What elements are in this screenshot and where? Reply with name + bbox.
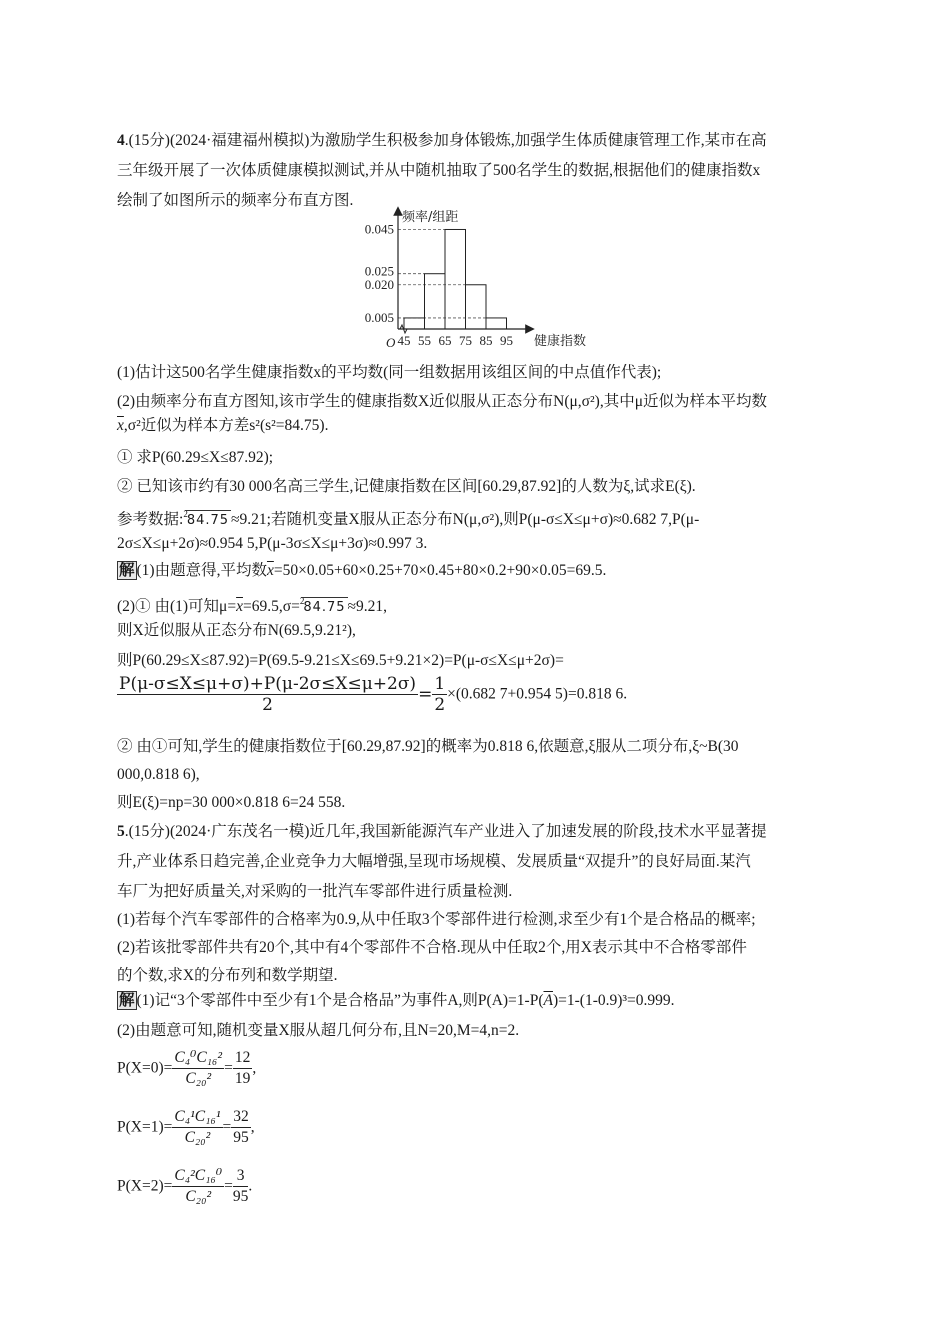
abar-symbol: $\overline{A}$ bbox=[543, 992, 553, 1009]
histogram-bar bbox=[445, 229, 466, 329]
q4-line-1 bbox=[117, 131, 767, 151]
q5-part1: (1)若每个汽车零部件的合格率为0.9,从中任取3个零部件进行检测,求至少有1个是合格品的概率; bbox=[117, 911, 756, 928]
big-fraction-den: 2 bbox=[262, 695, 273, 715]
y-tick-label: 0.045 bbox=[364, 221, 394, 237]
px-result-den: 95 bbox=[232, 1188, 249, 1205]
q4-part2-a: (2)由频率分布直方图知,该市学生的健康指数X近似服从正态分布N(μ,σ²),其中μ近似为样本平均数 bbox=[117, 393, 768, 410]
q4-solution-1 bbox=[117, 561, 606, 581]
q4-sub2: ② 已知该市约有30 000名高三学生,记健康指数在区间[60.29,87.92]的人数为ξ,试求E(ξ). bbox=[117, 478, 696, 495]
q4-solution-8: 则E(ξ)=np=30 000×0.818 6=24 558. bbox=[117, 794, 346, 811]
s2-mid: =69.5,σ= bbox=[242, 598, 300, 615]
q4-solution-7: 000,0.818 6), bbox=[117, 766, 200, 783]
ref-label: 参考数据: bbox=[117, 511, 184, 528]
px-den: C₂₀² bbox=[185, 1070, 212, 1087]
x-tick-label: 55 bbox=[418, 333, 431, 348]
solution-label: 解 bbox=[119, 992, 135, 1009]
root-index: 2 bbox=[299, 596, 305, 606]
x-tick-label: 95 bbox=[500, 333, 513, 348]
x-tick-label: 65 bbox=[438, 333, 452, 348]
px-num: C₄⁰C₁₆² bbox=[172, 1048, 224, 1069]
half-den: 2 bbox=[434, 695, 446, 715]
px-tail: , bbox=[250, 1118, 255, 1136]
q5-part2-b: 的个数,求X的分布列和数学期望. bbox=[117, 967, 338, 984]
q4-part2-b-text: ,σ²近似为样本方差s²(s²=84.75). bbox=[123, 417, 329, 434]
px-result bbox=[233, 1048, 253, 1089]
big-fraction-num: P(μ-σ≤X≤μ+σ)+P(μ-2σ≤X≤μ+2σ) bbox=[119, 674, 417, 694]
px-den: C₂₀² bbox=[184, 1129, 211, 1146]
q4-line-3: 绘制了如图所示的频率分布直方图. bbox=[117, 192, 354, 209]
px-result-den: 19 bbox=[234, 1070, 251, 1087]
s2-root-value: 84.75 bbox=[301, 597, 347, 618]
q4-solution-2 bbox=[117, 591, 387, 618]
q5-line-1 bbox=[117, 822, 767, 842]
origin-label: O bbox=[386, 335, 396, 350]
q5-solution-1 bbox=[117, 991, 675, 1011]
q5-number: 5 bbox=[117, 823, 125, 840]
half-num: 1 bbox=[434, 674, 446, 694]
histogram-bar bbox=[404, 318, 425, 329]
px-result bbox=[231, 1107, 251, 1148]
x-tick-label: 45 bbox=[397, 333, 411, 348]
q4-line-2: 三年级开展了一次体质健康模拟测试,并从中随机抽取了500名学生的数据,根据他们的健康指数x bbox=[117, 162, 761, 179]
equals-sign: = bbox=[418, 684, 433, 705]
q5-part2-a: (2)若该批零部件共有20个,其中有4个零部件不合格.现从中任取2个,用X表示其中不合格零部件 bbox=[117, 939, 747, 956]
x-tick-label: 85 bbox=[479, 333, 493, 348]
px-fraction bbox=[172, 1107, 222, 1148]
xbar-symbol: $\overline{x}$ bbox=[266, 562, 274, 579]
histogram-bar bbox=[486, 318, 507, 329]
q4-ref-1 bbox=[117, 504, 699, 531]
px-den: C₂₀² bbox=[185, 1188, 212, 1205]
equals-sign: = bbox=[224, 1177, 233, 1195]
px-lhs: P(X=1)= bbox=[117, 1118, 173, 1136]
ref-text-b: ≈9.21;若随机变量X服从正态分布N(μ,σ²),则P(μ-σ≤X≤μ+σ)≈0.682 7,P(μ- bbox=[231, 511, 700, 528]
px-fraction bbox=[172, 1166, 224, 1207]
q5-line-3: 车厂为把好质量关,对采购的一批汽车零部件进行质量检测. bbox=[117, 883, 513, 900]
histogram-bar bbox=[425, 274, 446, 329]
x-tick-label: 75 bbox=[459, 333, 472, 348]
q5-solution-2: (2)由题意可知,随机变量X服从超几何分布,且N=20,M=4,n=2. bbox=[117, 1022, 520, 1039]
s5-post: ×(0.682 7+0.954 5)=0.818 6. bbox=[447, 685, 628, 703]
q4-text-1: .(15分)(2024·福建福州模拟)为激励学生积极参加身体锻炼,加强学生体质健康管理工作,某市在高 bbox=[124, 132, 767, 149]
px-result-num: 3 bbox=[233, 1166, 249, 1187]
q4-sub1: ① 求P(60.29≤X≤87.92); bbox=[117, 449, 274, 466]
px-lhs: P(X=0)= bbox=[117, 1059, 173, 1077]
y-tick-label: 0.005 bbox=[364, 309, 394, 325]
q5-text-1: .(15分)(2024·广东茂名一模)近几年,我国新能源汽车产业进入了加速发展的阶段,技术水平显著提 bbox=[124, 823, 767, 840]
s1-post: =50×0.05+60×0.25+70×0.45+80×0.2+90×0.05=69.5. bbox=[273, 562, 607, 579]
xbar-symbol: $\overline{x}$ bbox=[117, 417, 124, 434]
big-fraction bbox=[117, 674, 418, 715]
px-tail: , bbox=[252, 1059, 257, 1077]
q4-part1: (1)估计这500名学生健康指数x的平均数(同一组数据用该组区间的中点值作代表); bbox=[117, 364, 662, 381]
q5-s1-pre: (1)记“3个零部件中至少有1个是合格品”为事件A,则P(A)=1-P( bbox=[136, 992, 544, 1009]
px-result-num: 32 bbox=[231, 1107, 251, 1128]
s1-pre: (1)由题意得,平均数 bbox=[136, 562, 267, 579]
equals-sign: = bbox=[222, 1118, 232, 1136]
q5-line-2: 升,产业体系日趋完善,企业竞争力大幅增强,呈现市场规模、发展质量“双提升”的良好局面.某汽 bbox=[117, 853, 751, 870]
px-result-num: 12 bbox=[233, 1048, 253, 1069]
q4-solution-6: ② 由①可知,学生的健康指数位于[60.29,87.92]的概率为0.818 6,依题意,ξ服从二项分布,ξ~B(30 bbox=[117, 738, 739, 755]
root-index: 2 bbox=[183, 509, 188, 519]
px-num: C₄¹C₁₆¹ bbox=[172, 1107, 222, 1128]
y-tick-label: 0.025 bbox=[364, 263, 394, 279]
y-axis-label: 频率/组距 bbox=[402, 210, 459, 225]
px-lhs: P(X=2)= bbox=[117, 1177, 173, 1195]
ref-root-value: 84.75 bbox=[185, 510, 231, 531]
equals-sign: = bbox=[224, 1059, 233, 1077]
q5-s1-post: )=1-(1-0.9)³=0.999. bbox=[552, 992, 675, 1009]
frequency-histogram bbox=[340, 205, 620, 355]
x-axis-label: 健康指数 bbox=[534, 334, 587, 349]
s2-post: ≈9.21, bbox=[347, 598, 388, 615]
half-fraction bbox=[432, 674, 447, 715]
q4-solution-3: 则X近似服从正态分布N(69.5,9.21²), bbox=[117, 622, 356, 639]
px-row-2 bbox=[117, 1166, 252, 1207]
px-tail: . bbox=[248, 1177, 253, 1195]
px-result-den: 95 bbox=[233, 1129, 249, 1146]
y-tick-label: 0.020 bbox=[364, 276, 394, 292]
q4-solution-4: 则P(60.29≤X≤87.92)=P(69.5-9.21≤X≤69.5+9.21×2)=P(μ-σ≤X≤μ+2σ)= bbox=[117, 652, 564, 669]
px-result bbox=[233, 1166, 249, 1207]
px-row-0 bbox=[117, 1048, 256, 1089]
q4-ref-2: 2σ≤X≤μ+2σ)≈0.954 5,P(μ-3σ≤X≤μ+3σ)≈0.997 3. bbox=[117, 535, 428, 552]
px-row-1 bbox=[117, 1107, 255, 1148]
s2-pre: (2)① 由(1)可知μ= bbox=[117, 598, 237, 615]
q4-solution-5 bbox=[117, 674, 627, 715]
q4-part2-b bbox=[117, 416, 328, 436]
xbar-symbol: $\overline{x}$ bbox=[236, 598, 243, 615]
q4-number: 4 bbox=[117, 132, 125, 149]
px-fraction bbox=[172, 1048, 224, 1089]
solution-label: 解 bbox=[119, 562, 135, 579]
histogram-bar bbox=[466, 285, 487, 329]
px-num: C₄²C₁₆⁰ bbox=[172, 1166, 224, 1187]
